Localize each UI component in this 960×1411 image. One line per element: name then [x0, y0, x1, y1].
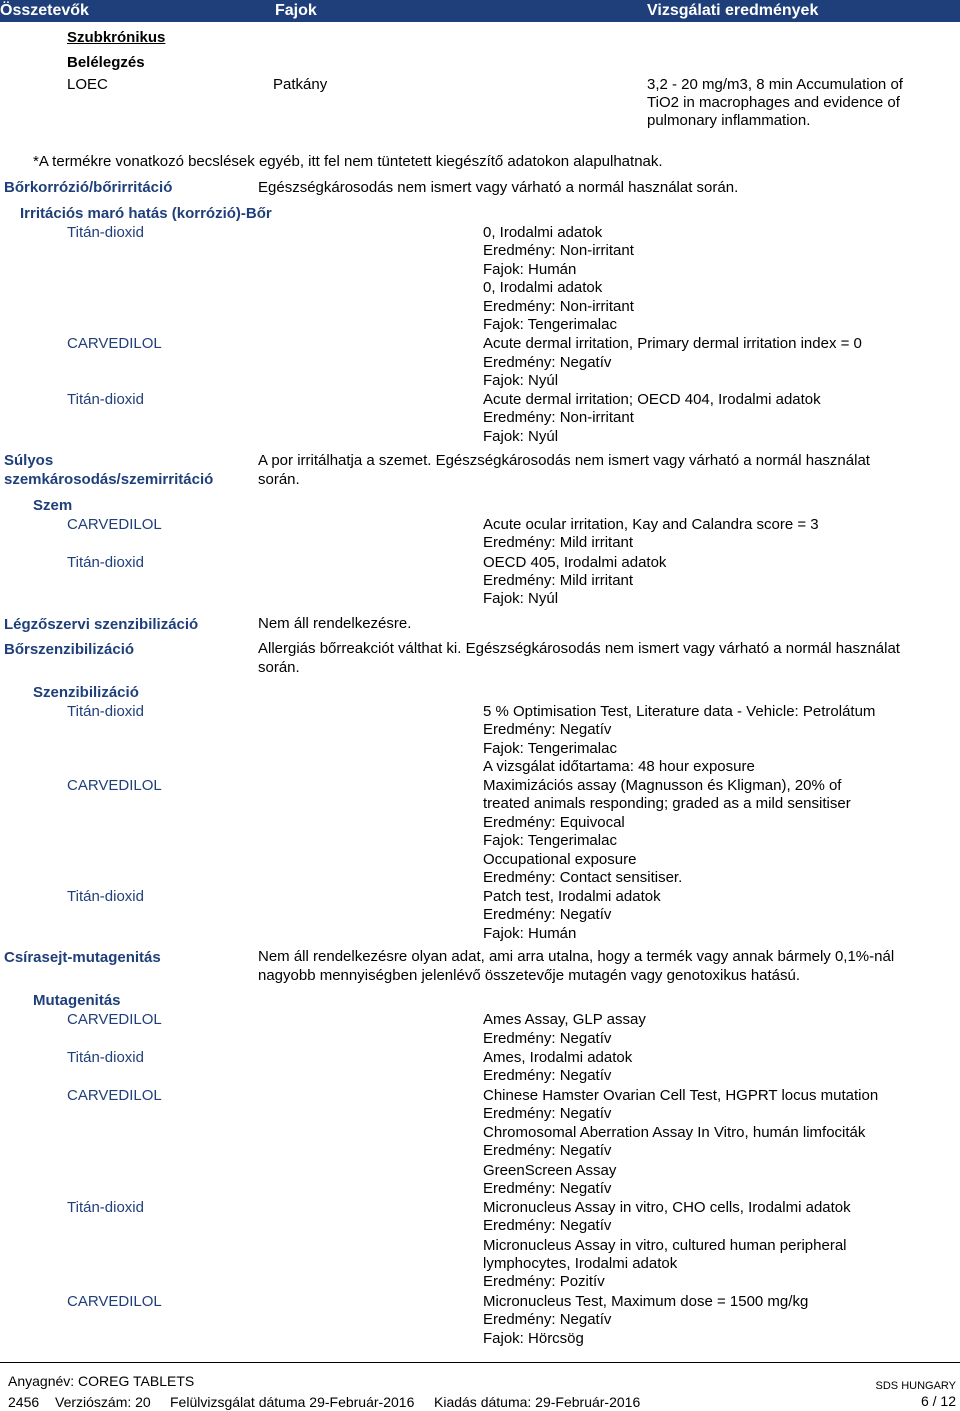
- skin-sens-value: során.: [258, 659, 300, 676]
- eye-damage-label: szemkárosodás/szemirritáció: [4, 471, 214, 488]
- result-line: Micronucleus Assay in vitro, CHO cells, Irodalmi adatok: [483, 1199, 851, 1216]
- result-line: Maximizációs assay (Magnusson és Kligman), 20% of: [483, 777, 842, 794]
- loec-name: LOEC: [67, 76, 108, 93]
- ingredient-name: CARVEDILOL: [67, 1087, 162, 1104]
- result-line: Fajok: Tengerimalac: [483, 316, 617, 333]
- result-line: Fajok: Humán: [483, 925, 577, 942]
- result-line: OECD 405, Irodalmi adatok: [483, 554, 667, 571]
- result-line: Eredmény: Negatív: [483, 354, 612, 371]
- footer-revision-date: Felülvizsgálat dátuma 29-Február-2016: [170, 1394, 415, 1410]
- footer-version: Verziószám: 20: [55, 1394, 151, 1410]
- result-line: Fajok: Humán: [483, 261, 577, 278]
- resp-sens-value: Nem áll rendelkezésre.: [258, 615, 412, 632]
- result-line: Acute ocular irritation, Kay and Calandra score = 3: [483, 516, 819, 533]
- ingredient-name: Titán-dioxid: [67, 391, 144, 408]
- mutagenicity-value: Nem áll rendelkezésre olyan adat, ami arra utalna, hogy a termék vagy annak bármely 0,1%-nál: [258, 948, 895, 965]
- subchronic-title: Szubkrónikus: [67, 29, 166, 46]
- result-line: A vizsgálat időtartama: 48 hour exposure: [483, 758, 755, 775]
- ingredient-name: CARVEDILOL: [67, 516, 162, 533]
- ingredient-name: Titán-dioxid: [67, 1199, 144, 1216]
- skin-sens-label: Bőrszenzibilizáció: [4, 641, 135, 658]
- header-results: Vizsgálati eredmények: [647, 2, 819, 19]
- loec-species: Patkány: [273, 76, 328, 93]
- eye-damage-value: során.: [258, 471, 300, 488]
- result-line: Eredmény: Equivocal: [483, 814, 625, 831]
- sensitisation-subtitle: Szenzibilizáció: [33, 684, 139, 701]
- result-line: Fajok: Tengerimalac: [483, 740, 617, 757]
- result-line: Fajok: Tengerimalac: [483, 832, 617, 849]
- ingredient-name: Titán-dioxid: [67, 224, 144, 241]
- result-line: Micronucleus Test, Maximum dose = 1500 mg/kg: [483, 1293, 809, 1310]
- result-line: Ames Assay, GLP assay: [483, 1011, 646, 1028]
- result-line: Eredmény: Negatív: [483, 1217, 612, 1234]
- eye-damage-label: Súlyos: [4, 452, 54, 469]
- eye-subtitle: Szem: [33, 497, 73, 514]
- result-line: Eredmény: Mild irritant: [483, 572, 634, 589]
- footer-sds-country: SDS HUNGARY: [875, 1380, 956, 1392]
- loec-result-line: 3,2 - 20 mg/m3, 8 min Accumulation of: [647, 76, 903, 93]
- result-line: Fajok: Hörcsög: [483, 1330, 584, 1347]
- result-line: Acute dermal irritation; OECD 404, Irodalmi adatok: [483, 391, 821, 408]
- result-line: Chromosomal Aberration Assay In Vitro, humán limfociták: [483, 1124, 866, 1141]
- result-line: 0, Irodalmi adatok: [483, 224, 603, 241]
- eye-damage-value: A por irritálhatja a szemet. Egészségkárosodás nem ismert vagy várható a normál használat: [258, 452, 870, 469]
- skin-corrosion-label: Bőrkorrózió/bőrirritáció: [4, 179, 173, 196]
- result-line: Ames, Irodalmi adatok: [483, 1049, 633, 1066]
- result-line: Eredmény: Negatív: [483, 721, 612, 738]
- result-line: lymphocytes, Irodalmi adatok: [483, 1255, 678, 1272]
- header-species: Fajok: [275, 2, 317, 19]
- result-line: Eredmény: Negatív: [483, 906, 612, 923]
- loec-result-line: pulmonary inflammation.: [647, 112, 811, 129]
- result-line: Eredmény: Negatív: [483, 1180, 612, 1197]
- table-header: [0, 0, 960, 22]
- result-line: Eredmény: Contact sensitiser.: [483, 869, 683, 886]
- ingredient-name: CARVEDILOL: [67, 777, 162, 794]
- result-line: Eredmény: Mild irritant: [483, 534, 634, 551]
- ingredient-name: CARVEDILOL: [67, 1011, 162, 1028]
- resp-sens-label: Légzőszervi szenzibilizáció: [4, 616, 199, 633]
- ingredient-name: Titán-dioxid: [67, 703, 144, 720]
- header-ingredients: Összetevők: [0, 2, 89, 19]
- skin-irritation-subtitle: Irritációs maró hatás (korrózió)-Bőr: [20, 205, 272, 222]
- result-line: Patch test, Irodalmi adatok: [483, 888, 661, 905]
- result-line: treated animals responding; graded as a mild sensitiser: [483, 795, 851, 812]
- result-line: Eredmény: Pozitív: [483, 1273, 605, 1290]
- result-line: Eredmény: Non-irritant: [483, 242, 634, 259]
- mutagenicity-subtitle: Mutagenitás: [33, 992, 121, 1009]
- ingredient-name: Titán-dioxid: [67, 554, 144, 571]
- loec-result-line: TiO2 in macrophages and evidence of: [647, 94, 900, 111]
- estimate-note: *A termékre vonatkozó becslések egyéb, itt fel nem tüntetett kiegészítő adatokon alapulhatnak.: [33, 153, 663, 170]
- result-line: Fajok: Nyúl: [483, 428, 559, 445]
- result-line: Fajok: Nyúl: [483, 590, 559, 607]
- ingredient-name: CARVEDILOL: [67, 1293, 162, 1310]
- route-label: Belélegzés: [67, 54, 145, 71]
- result-line: Fajok: Nyúl: [483, 372, 559, 389]
- mutagenicity-label: Csírasejt-mutagenitás: [4, 949, 161, 966]
- skin-sens-value: Allergiás bőrreakciót válthat ki. Egészségkárosodás nem ismert vagy várható a normál használat: [258, 640, 900, 657]
- result-line: 0, Irodalmi adatok: [483, 279, 603, 296]
- mutagenicity-value: nagyobb mennyiségben jelenlévő összetevője mutagén vagy genotoxikus hatású.: [258, 967, 801, 984]
- result-line: 5 % Optimisation Test, Literature data - Vehicle: Petrolátum: [483, 703, 876, 720]
- result-line: Chinese Hamster Ovarian Cell Test, HGPRT locus mutation: [483, 1087, 879, 1104]
- footer-product: Anyagnév: COREG TABLETS: [8, 1373, 195, 1389]
- skin-corrosion-value: Egészségkárosodás nem ismert vagy várható a normál használat során.: [258, 179, 739, 196]
- result-line: Eredmény: Negatív: [483, 1030, 612, 1047]
- result-line: Eredmény: Negatív: [483, 1105, 612, 1122]
- footer-page-number: 6 / 12: [920, 1393, 956, 1409]
- result-line: Eredmény: Non-irritant: [483, 298, 634, 315]
- ingredient-name: CARVEDILOL: [67, 335, 162, 352]
- result-line: Eredmény: Negatív: [483, 1311, 612, 1328]
- result-line: Eredmény: Non-irritant: [483, 409, 634, 426]
- ingredient-name: Titán-dioxid: [67, 888, 144, 905]
- result-line: GreenScreen Assay: [483, 1162, 617, 1179]
- result-line: Occupational exposure: [483, 851, 637, 868]
- result-line: Micronucleus Assay in vitro, cultured human peripheral: [483, 1237, 847, 1254]
- result-line: Eredmény: Negatív: [483, 1142, 612, 1159]
- footer-issue-date: Kiadás dátuma: 29-Február-2016: [434, 1394, 641, 1410]
- result-line: Eredmény: Negatív: [483, 1067, 612, 1084]
- result-line: Acute dermal irritation, Primary dermal irritation index = 0: [483, 335, 862, 352]
- footer-doc-number: 2456: [8, 1394, 40, 1410]
- footer-divider: [0, 1362, 960, 1363]
- ingredient-name: Titán-dioxid: [67, 1049, 144, 1066]
